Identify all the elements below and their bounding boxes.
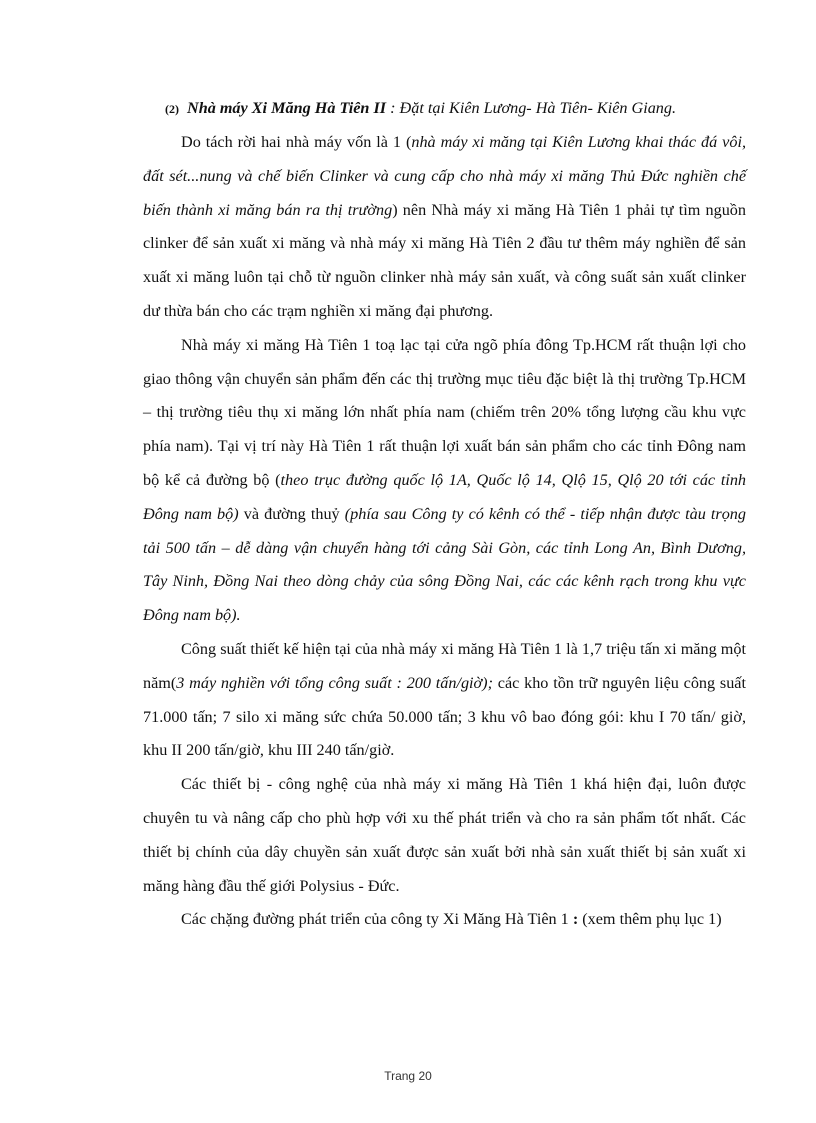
paragraph-5-bold-colon: : [572, 910, 579, 929]
paragraph-1-text-2: ) nên Nhà máy xi măng Hà Tiên 1 phải tự tìm nguồn clinker để sản xuất xi măng và nhà máy xi măng Hà Tiên 2 đầu tư thêm máy nghiền để sản xuất xi măng luôn tại chỗ từ nguồn clinker nhà máy sản xuất, và công suất sản xuất clinker dư thừa bán cho các trạm nghiền xi măng đại phương. [143, 200, 746, 320]
section-heading [143, 92, 746, 126]
paragraph-2-text-1: Nhà máy xi măng Hà Tiên 1 toạ lạc tại cửa ngõ phía đông Tp.HCM rất thuận lợi cho giao thông vận chuyển sản phẩm đến các thị trường mục tiêu đặc biệt là thị trường Tp.HCM – thị trường tiêu thụ xi măng lớn nhất phía nam (chiếm trên 20% tổng lượng cầu khu vực phía nam). Tại vị trí này Hà Tiên 1 rất thuận lợi xuất bán sản phẩm cho các tỉnh Đông nam bộ kể cả đường bộ ( [143, 335, 746, 489]
page-content [143, 92, 746, 937]
paragraph-4-text-1: Các thiết bị - công nghệ của nhà máy xi măng Hà Tiên 1 khá hiện đại, luôn được chuyên tu và nâng cấp cho phù hợp với xu thế phát triển và cho ra sản phẩm tốt nhất. Các thiết bị chính của dây chuyền sản xuất được sản xuất bởi nhà sản xuất thiết bị sản xuất xi măng hàng đầu thế giới Polysius - Đức. [143, 775, 746, 895]
page-number: Trang 20 [384, 1069, 432, 1083]
paragraph-3-text-1: Công suất thiết kế hiện tại của nhà máy xi măng Hà Tiên 1 là 1,7 triệu tấn xi măng một năm( [143, 639, 746, 692]
paragraph-5 [143, 903, 746, 937]
section-title: Nhà máy Xi Măng Hà Tiên II [187, 99, 387, 117]
paragraph-1 [143, 126, 746, 329]
paragraph-5-text-2: (xem thêm phụ lục 1) [578, 910, 722, 929]
paragraph-2-italic-1: theo trục đường quốc lộ 1A, Quốc lộ 14, Qlộ 15, Qlộ 20 tới các tỉnh Đông nam bộ) [143, 470, 747, 523]
paragraph-3-text-2: các kho tồn trữ nguyên liệu công suất 71.000 tấn; 7 silo xi măng sức chứa 50.000 tấn; 3 khu vô bao đóng gói: khu I 70 tấn/ giờ, khu II 200 tấn/giờ, khu III 240 tấn/giờ. [143, 673, 746, 760]
section-number: (2) [165, 102, 179, 116]
section-location: : Đặt tại Kiên Lương- Hà Tiên- Kiên Giang. [386, 99, 677, 117]
paragraph-2-italic-2: (phía sau Công ty có kênh có thể - tiếp nhận được tàu trọng tải 500 tấn – dễ dàng vận chuyển hàng tới cảng Sài Gòn, các tỉnh Long An, Bình Dương, Tây Ninh, Đồng Nai theo dòng chảy của sông Đồng Nai, các các kênh rạch trong khu vực Đông nam bộ). [143, 504, 746, 625]
paragraph-4 [143, 768, 746, 903]
paragraph-3-italic-1: 3 máy nghiền với tổng công suất : 200 tấn/giờ); [176, 673, 493, 692]
paragraph-5-text-1: Các chặng đường phát triển của công ty Xi Măng Hà Tiên 1 [181, 910, 573, 929]
paragraph-2 [143, 329, 746, 633]
paragraph-2-text-2: và đường thuỷ [238, 504, 345, 523]
paragraph-3 [143, 633, 746, 768]
paragraph-1-text-1: Do tách rời hai nhà máy vốn là 1 ( [181, 133, 412, 151]
paragraph-1-italic-1: nhà máy xi măng tại Kiên Lương khai thác đá vôi, đất sét...nung và chế biến Clinker và cung cấp cho nhà máy xi măng Thủ Đức nghiền chế biến thành xi măng bán ra thị trường [143, 133, 746, 219]
